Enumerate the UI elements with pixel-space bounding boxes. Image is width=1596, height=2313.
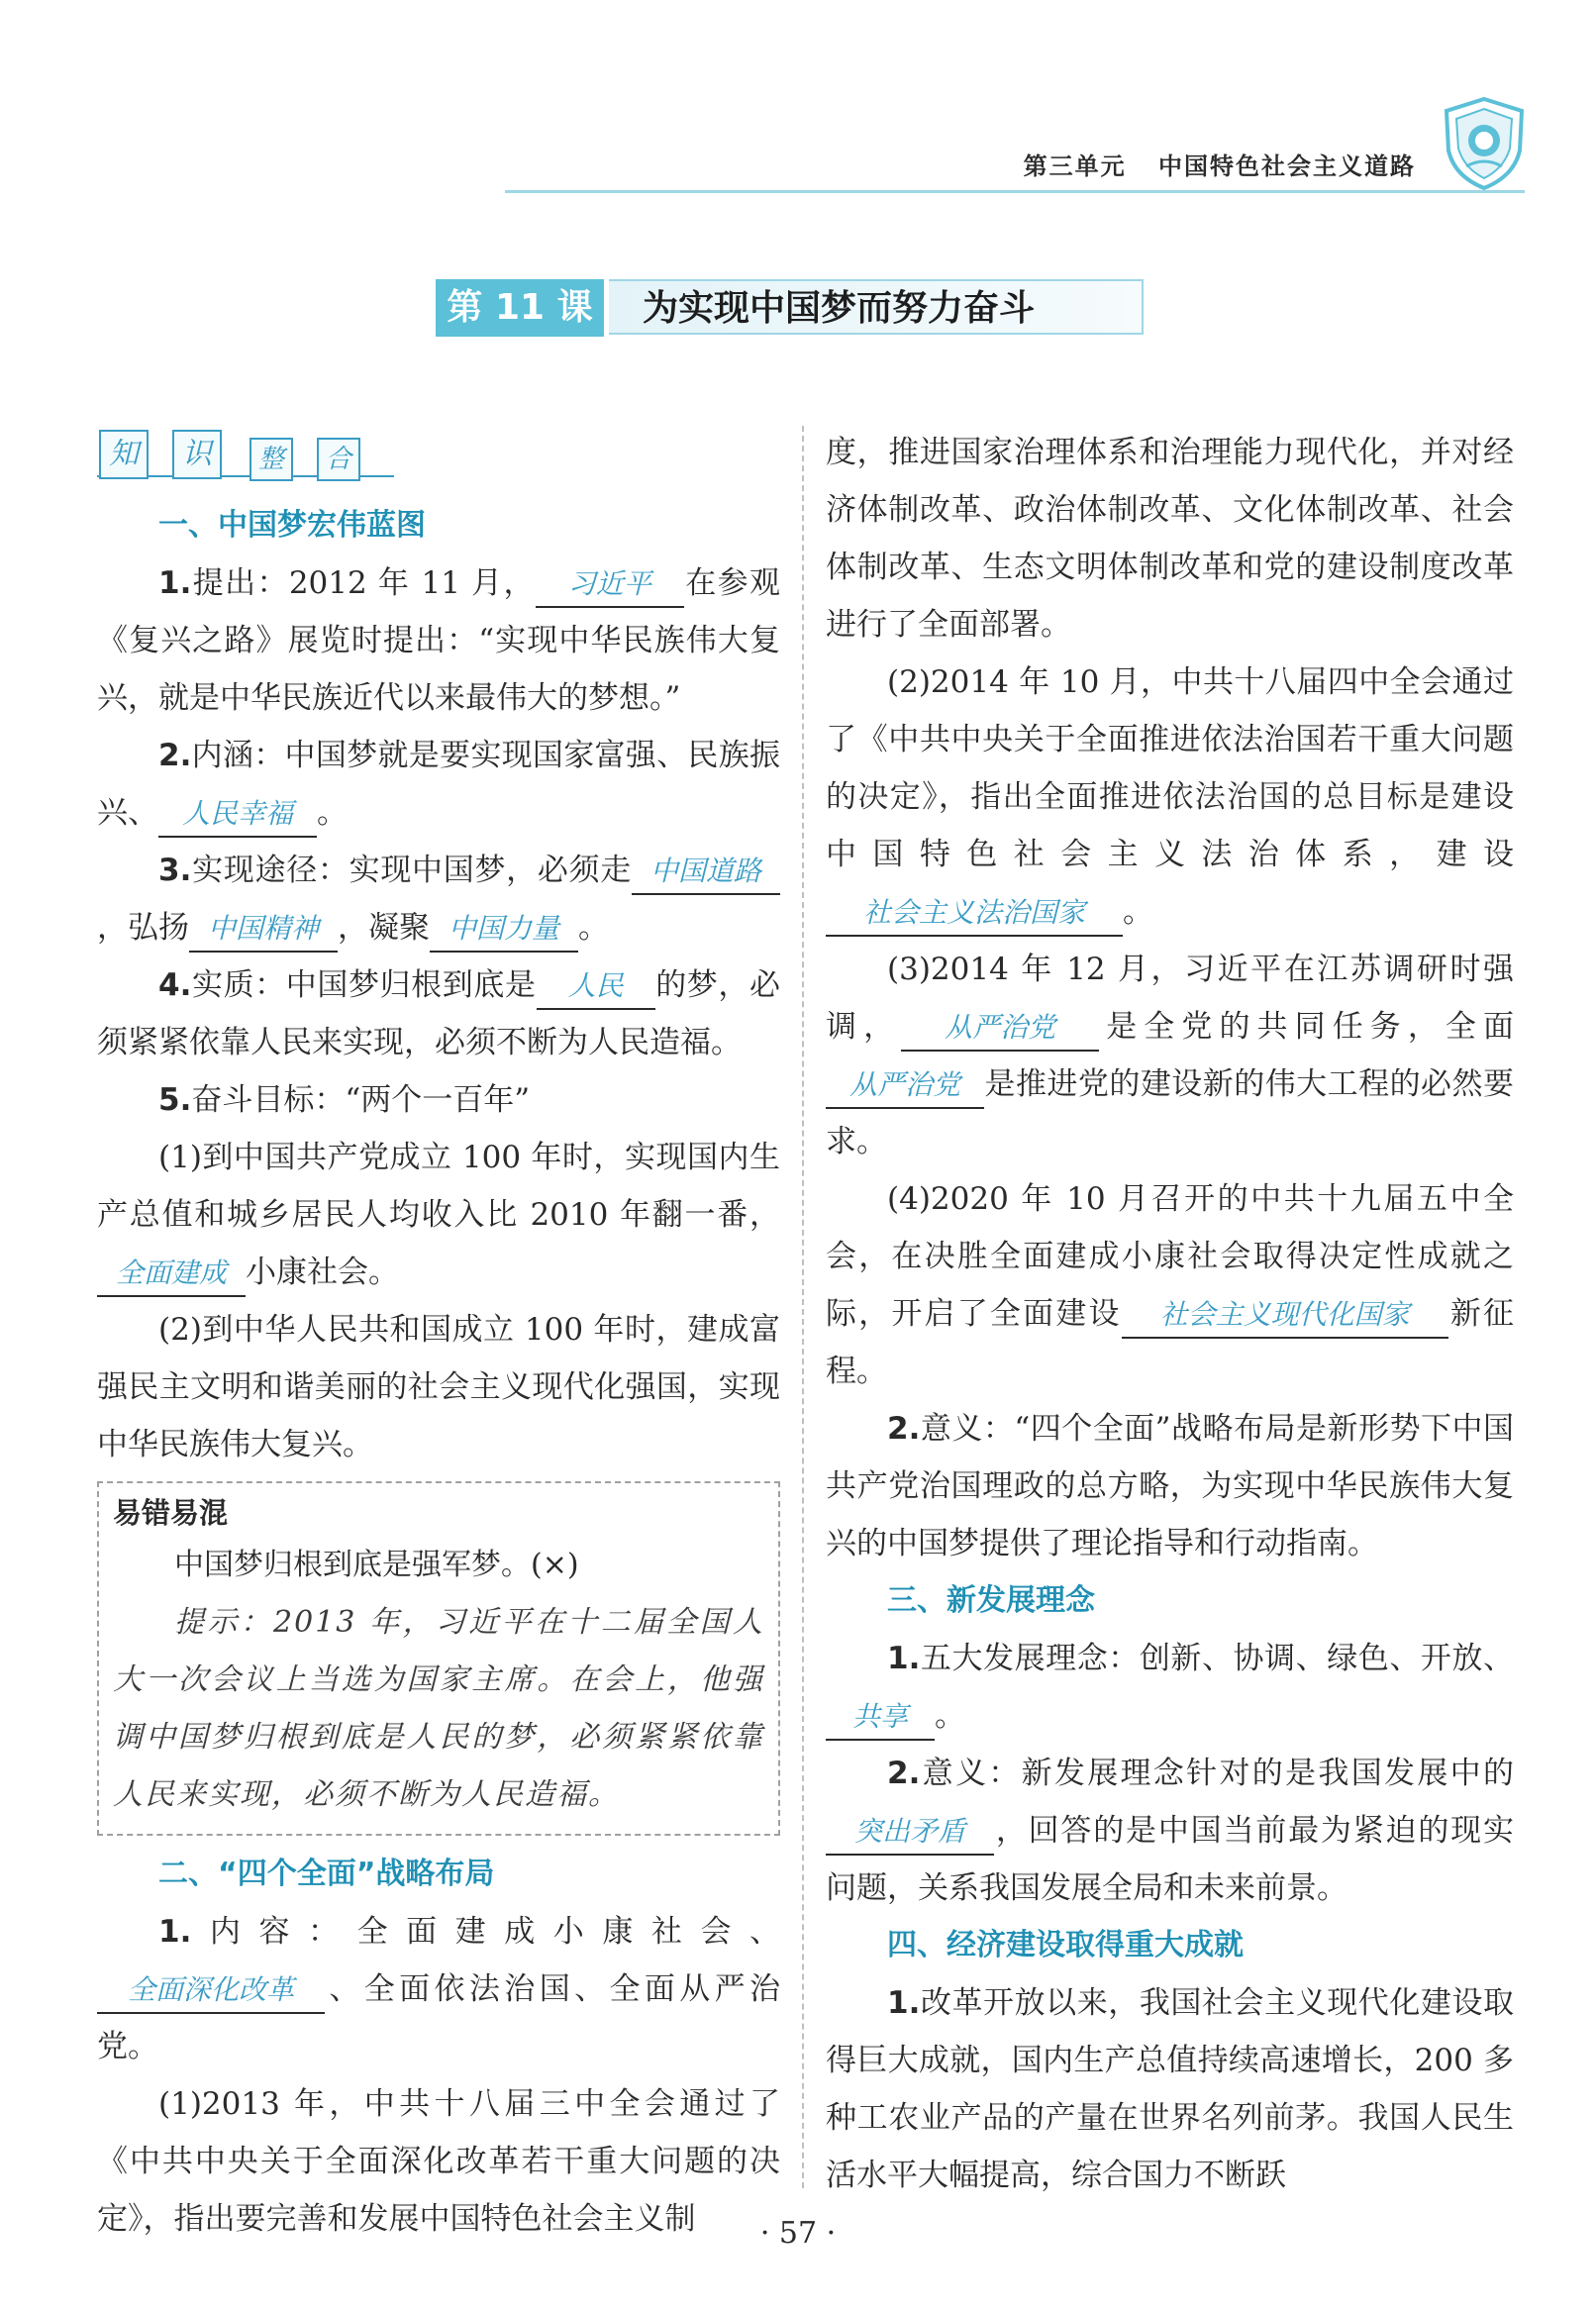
paragraph [826, 654, 1514, 941]
paragraph [97, 1903, 780, 2075]
item-number: 2. [887, 1756, 921, 1791]
section-heading-2: 二、“四个全面”战略布局 [158, 1857, 495, 1891]
text: 的梦，必须紧紧依靠人民来实现，必须不断为人民造福。 [97, 967, 781, 1060]
paragraph [97, 956, 780, 1071]
text: (1)2013 年，中共十八届三中全会通过了《中共中央关于全面深化改革若干重大问题的决定》，指出要完善和发展中国特色社会主义制 [97, 2086, 780, 2237]
text: 、全面依法治国、全面从严治党。 [97, 1971, 780, 2064]
common-mistakes-box [97, 1481, 780, 1836]
text: 奋斗目标：“两个一百年” [191, 1082, 531, 1118]
paragraph [826, 1170, 1514, 1400]
shield-logo-icon [1441, 95, 1528, 192]
text: 意义：“四个全面”战略布局是新形势下中国共产党治国理政的总方略，为实现中华民族伟大复兴的中国梦提供了理论指导和行动指南。 [826, 1411, 1514, 1561]
text: ，回答的是中国当前最为紧迫的现实问题，关系我国发展全局和未来前景。 [826, 1813, 1514, 1906]
knowledge-summary-badge [97, 426, 780, 487]
answer-blank: 人民幸福 [158, 792, 317, 838]
text: 小康社会。 [246, 1255, 399, 1290]
note-hint: 提示：2013 年，习近平在十二届全国人大一次会议上当选为国家主席。在会上，他强调中国梦归根到底是人民的梦，必须紧紧依靠人民来实现，必须不断为人民造福。 [113, 1605, 764, 1812]
page-number: · 57 · [759, 2216, 837, 2251]
answer-blank: 全面深化改革 [97, 1968, 325, 2014]
text: 度，推进国家治理体系和治理能力现代化，并对经济体制改革、政治体制改革、文化体制改革、社会体制改革、生态文明体制改革和党的建设制度改革进行了全面部署。 [826, 435, 1514, 643]
text: 是全党的共同任务，全面 [1099, 1009, 1515, 1045]
text: (3)2014 年 12 月，习近平在江苏调研时强调， [826, 952, 1514, 1045]
item-number: 1. [887, 1985, 921, 2021]
answer-blank: 人民 [537, 964, 655, 1010]
paragraph [97, 842, 780, 956]
paragraph [826, 1974, 1514, 2204]
paragraph [97, 1071, 780, 1129]
text: ，弘扬 [97, 910, 189, 946]
text: (4)2020 年 10 月召开的中共十九届五中全会，在决胜全面建成小康社会取得决定性成就之际，开启了全面建设 [826, 1181, 1514, 1332]
text: 新征程。 [826, 1296, 1515, 1389]
item-number: 2. [158, 738, 192, 773]
text: (2)到中华人民共和国成立 100 年时，建成富强民主文明和谐美丽的社会主义现代化强国，实现中华民族伟大复兴。 [97, 1312, 780, 1462]
text: 改革开放以来，我国社会主义现代化建设取得巨大成就，国内生产总值持续高速增长，200 多种工农业产品的产量在世界名列前茅。我国人民生活水平大幅提高，综合国力不断跃 [826, 1985, 1514, 2193]
note-statement: 中国梦归根到底是强军梦。(×) [174, 1548, 579, 1582]
text: 内容：全面建成小康社会、 [191, 1914, 780, 1950]
badge-char-2: 识 [172, 430, 222, 479]
text: 。 [1123, 894, 1153, 930]
text: 在参观《复兴之路》展览时提出：“实现中华民族伟大复兴，就是中华民族近代以来最伟大的梦想。” [97, 565, 780, 716]
item-number: 5. [158, 1082, 192, 1118]
paragraph [826, 1400, 1514, 1572]
badge-char-4: 合 [317, 438, 360, 481]
paragraph [97, 1129, 780, 1301]
left-column [97, 426, 780, 2248]
text: 。 [935, 1698, 965, 1734]
badge-char-1: 知 [99, 430, 149, 479]
paragraph [97, 727, 780, 842]
text: 实现途径：实现中国梦，必须走 [191, 853, 632, 888]
answer-blank: 社会主义法治国家 [826, 891, 1123, 937]
paragraph [97, 554, 780, 727]
section-heading-3: 三、新发展理念 [887, 1583, 1095, 1618]
header-unit-title: 中国特色社会主义道路 [1158, 152, 1416, 180]
answer-blank: 突出矛盾 [826, 1810, 994, 1856]
text: 意义：新发展理念针对的是我国发展中的 [920, 1756, 1514, 1791]
text: 内涵：中国梦就是要实现国家富强、民族振兴、 [97, 738, 780, 831]
answer-blank: 习近平 [536, 562, 684, 608]
text: 。 [578, 910, 609, 946]
header-text [1002, 147, 1416, 181]
text: 实质：中国梦归根到底是 [191, 967, 537, 1003]
section-heading-1: 一、中国梦宏伟蓝图 [158, 508, 426, 543]
lesson-title-bar [436, 279, 1168, 337]
answer-blank: 社会主义现代化国家 [1122, 1293, 1448, 1339]
text: 提出：2012 年 11 月， [191, 565, 536, 601]
header-unit: 第三单元 [1023, 152, 1127, 180]
section-heading-4: 四、经济建设取得重大成就 [887, 1928, 1244, 1962]
right-column [826, 424, 1514, 2204]
text: (1)到中国共产党成立 100 年时，实现国内生产总值和城乡居民人均收入比 2010 年翻一番， [97, 1140, 780, 1233]
lesson-number: 第 11 课 [436, 279, 604, 337]
text: 。 [317, 795, 348, 831]
paragraph [97, 1301, 780, 1473]
paragraph [826, 1630, 1514, 1745]
paragraph [826, 424, 1514, 654]
answer-blank: 从严治党 [826, 1063, 984, 1109]
column-divider [802, 426, 804, 2188]
note-title: 易错易混 [113, 1496, 229, 1530]
item-number: 1. [158, 1914, 192, 1950]
answer-blank: 全面建成 [97, 1252, 246, 1297]
item-number: 3. [158, 853, 192, 888]
text: (2)2014 年 10 月，中共十八届四中全会通过了《中共中央关于全面推进依法治国若干重大问题的决定》，指出全面推进依法治国的总目标是建设中国特色社会主义法治体系，建设 [826, 664, 1514, 872]
answer-blank: 共享 [826, 1695, 935, 1741]
paragraph [826, 1745, 1514, 1917]
item-number: 1. [887, 1641, 921, 1676]
text: 是推进党的建设新的伟大工程的必然要求。 [826, 1066, 1514, 1159]
running-header [505, 139, 1525, 193]
lesson-title: 为实现中国梦而努力奋斗 [609, 279, 1144, 335]
item-number: 2. [887, 1411, 921, 1447]
badge-char-3: 整 [249, 438, 293, 481]
item-number: 4. [158, 967, 192, 1003]
text: 五大发展理念：创新、协调、绿色、开放、 [920, 1641, 1514, 1676]
text: ，凝聚 [338, 910, 430, 946]
answer-blank: 从严治党 [901, 1006, 1099, 1052]
answer-blank: 中国道路 [632, 850, 780, 895]
answer-blank: 中国精神 [189, 907, 338, 953]
answer-blank: 中国力量 [430, 907, 578, 953]
paragraph [826, 941, 1514, 1170]
item-number: 1. [158, 565, 192, 601]
